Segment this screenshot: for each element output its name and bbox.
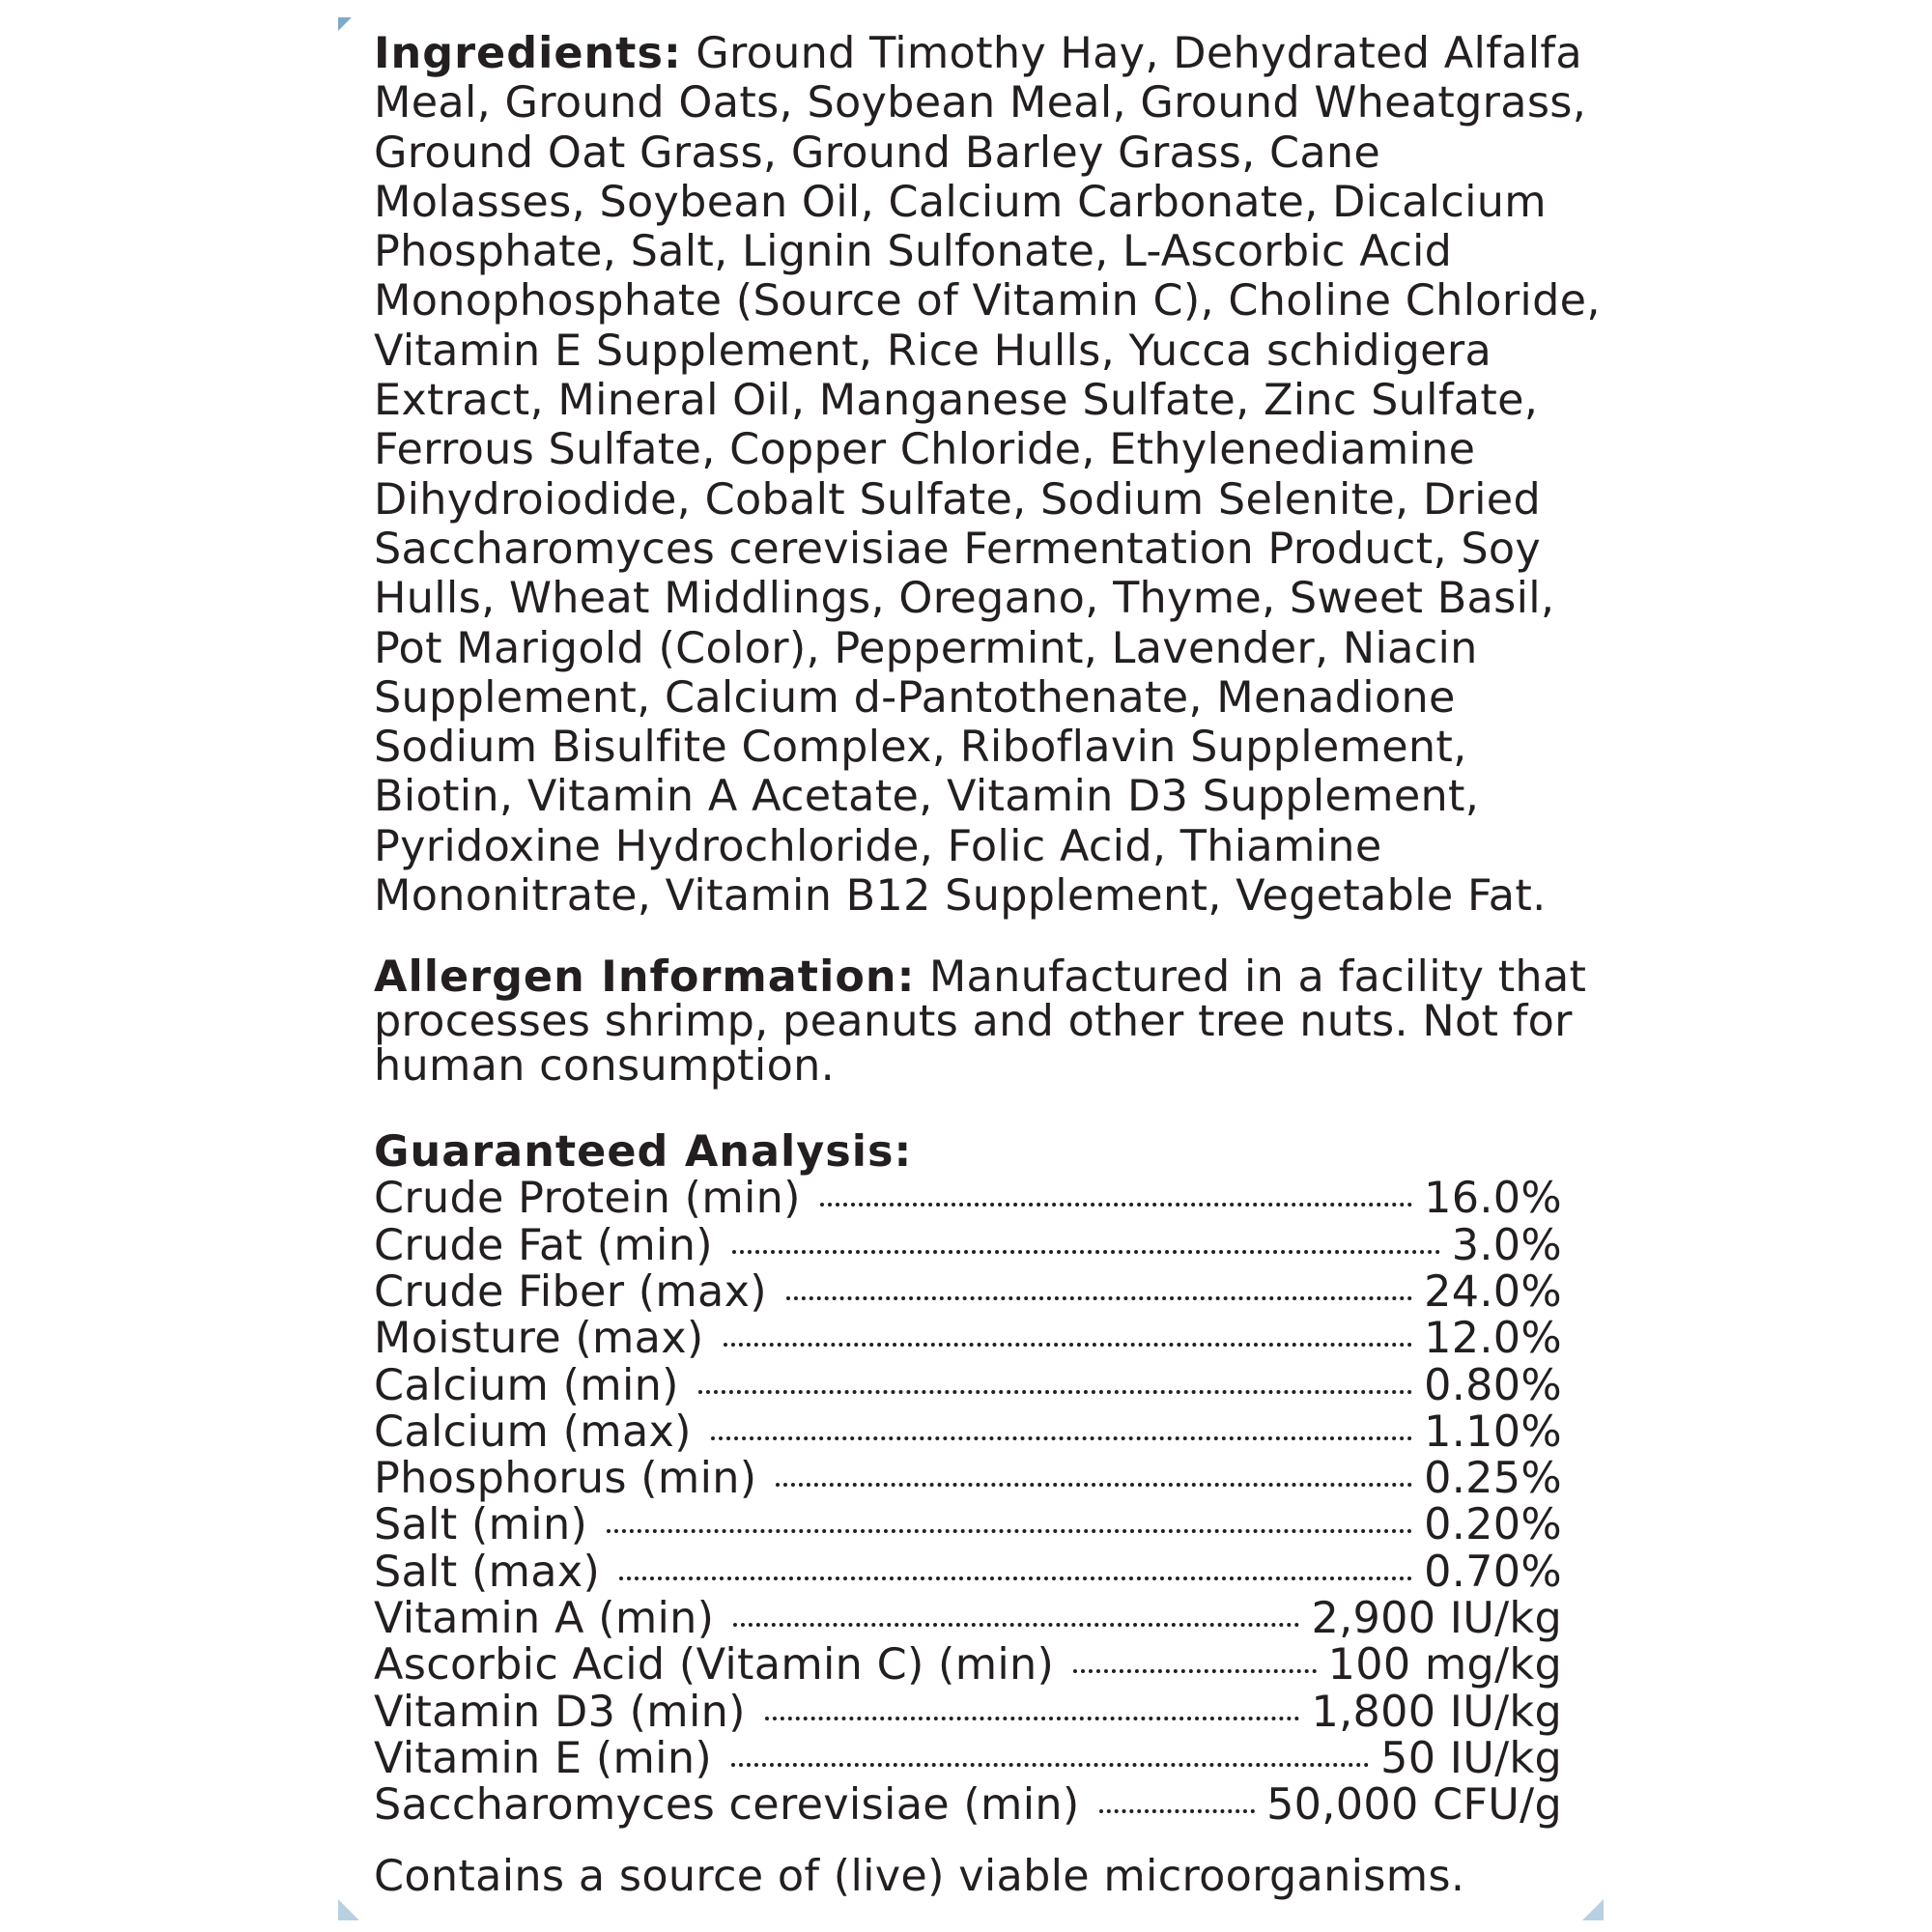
analysis-row-value: 0.70%: [1424, 1547, 1562, 1597]
analysis-row-label: Calcium (min): [374, 1360, 679, 1410]
analysis-row-value: 3.0%: [1451, 1220, 1562, 1270]
dot-leader: [731, 1763, 1369, 1767]
analysis-row: [374, 1549, 1562, 1596]
dot-leader: [607, 1529, 1412, 1533]
analysis-row-label: Phosphorus (min): [374, 1454, 757, 1504]
ingredients-heading: Ingredients:: [374, 29, 682, 78]
analysis-row: [374, 1733, 1562, 1783]
analysis-row-label: Vitamin D3 (min): [374, 1687, 746, 1737]
analysis-row: [374, 1176, 1562, 1222]
analysis-row-value: 50 IU/kg: [1380, 1733, 1562, 1783]
allergen-heading: Allergen Information:: [374, 952, 916, 1003]
analysis-row: [374, 1220, 1562, 1270]
analysis-row: [374, 1406, 1562, 1457]
dot-leader: [786, 1296, 1412, 1300]
analysis-table: [374, 1176, 1601, 1829]
ingredients-text: Ground Timothy Hay, Dehydrated Alfalfa Meal, Ground Oats, Soybean Meal, Ground Wheatgrass, Ground Oat Grass, Ground Barley Grass, Cane Molasses, Soybean Oil, Calcium Carbonate, Dicalcium Phosphate, Salt, Lignin Sulfonate, L-Ascorbic Acid Monophosphate (Source of Vitamin C), Choline Chloride, Vitamin E Supplement, Rice Hulls, Yucca schidigera Extract, Mineral Oil, Manganese Sulfate, Zinc Sulfate, Ferrous Sulfate, Copper Chloride, Ethylenediamine Dihydroiodide, Cobalt Sulfate, Sodium Selenite, Dried Saccharomyces cerevisiae Fermentation Product, Soy Hulls, Wheat Middlings, Oregano, Thyme, Sweet Basil, Pot Marigold (Color), Peppermint, Lavender, Niacin Supplement, Calcium d-Pantothenate, Menadione Sodium Bisulfite Complex, Riboflavin Supplement, Biotin, Vitamin A Acetate, Vitamin D3 Supplement, Pyridoxine Hydrochloride, Folic Acid, Thiamine Mononitrate, Vitamin B12 Supplement, Vegetable Fat.: [374, 29, 1601, 922]
analysis-row-value: 0.80%: [1424, 1360, 1562, 1410]
analysis-row-value: 1,800 IU/kg: [1311, 1687, 1562, 1737]
analysis-row-value: 0.20%: [1424, 1500, 1562, 1550]
analysis-row-label: Saccharomyces cerevisiae (min): [374, 1780, 1080, 1831]
guaranteed-analysis-section: [374, 1129, 1601, 1829]
dot-leader: [1099, 1809, 1256, 1813]
analysis-row-value: 100 mg/kg: [1327, 1640, 1562, 1690]
analysis-row-label: Salt (min): [374, 1500, 588, 1550]
dot-leader: [1073, 1669, 1316, 1673]
analysis-row: [374, 1596, 1562, 1642]
corner-accent-bottom-left: [338, 1899, 359, 1920]
analysis-row-value: 1.10%: [1424, 1406, 1562, 1457]
allergen-text: Manufactured in a facility that processes shrimp, peanuts and other tree nuts. Not for human consumption.: [374, 952, 1587, 1092]
analysis-row-label: Crude Fiber (max): [374, 1266, 767, 1317]
footnote: Contains a source of (live) viable microorganisms.: [374, 1851, 1465, 1901]
dot-leader: [820, 1203, 1412, 1207]
dot-leader: [711, 1436, 1412, 1440]
dot-leader: [733, 1623, 1299, 1627]
dot-leader: [776, 1483, 1412, 1487]
label-content: [374, 29, 1601, 1901]
analysis-row: [374, 1687, 1562, 1737]
analysis-row-label: Calcium (max): [374, 1406, 692, 1457]
analysis-row: [374, 1360, 1562, 1410]
analysis-row: [374, 1782, 1562, 1829]
analysis-row: [374, 1502, 1562, 1548]
analysis-row-label: Vitamin A (min): [374, 1594, 715, 1644]
analysis-row: [374, 1316, 1562, 1362]
analysis-row: [374, 1456, 1562, 1502]
analysis-row-label: Ascorbic Acid (Vitamin C) (min): [374, 1640, 1055, 1690]
analysis-row-value: 12.0%: [1424, 1314, 1562, 1364]
corner-accent-top-left: [338, 17, 352, 31]
dot-leader: [619, 1577, 1412, 1580]
dot-leader: [724, 1343, 1413, 1347]
analysis-row-value: 24.0%: [1424, 1266, 1562, 1317]
corner-accent-bottom-right: [1582, 1899, 1604, 1920]
analysis-row-label: Crude Protein (min): [374, 1174, 801, 1224]
analysis-heading: Guaranteed Analysis:: [374, 1127, 913, 1178]
ingredients-section: [374, 29, 1601, 921]
analysis-row-label: Vitamin E (min): [374, 1733, 713, 1783]
analysis-row-value: 2,900 IU/kg: [1311, 1594, 1562, 1644]
dot-leader: [698, 1390, 1412, 1394]
analysis-row-value: 16.0%: [1424, 1174, 1562, 1224]
analysis-row: [374, 1642, 1562, 1689]
analysis-row-value: 0.25%: [1424, 1454, 1562, 1504]
allergen-section: [374, 952, 1601, 1092]
dot-leader: [765, 1717, 1300, 1720]
dot-leader: [732, 1250, 1440, 1254]
analysis-row-label: Crude Fat (min): [374, 1220, 713, 1270]
analysis-row-label: Salt (max): [374, 1547, 601, 1597]
analysis-row: [374, 1266, 1562, 1317]
analysis-row-label: Moisture (max): [374, 1314, 704, 1364]
analysis-row-value: 50,000 CFU/g: [1266, 1780, 1562, 1831]
